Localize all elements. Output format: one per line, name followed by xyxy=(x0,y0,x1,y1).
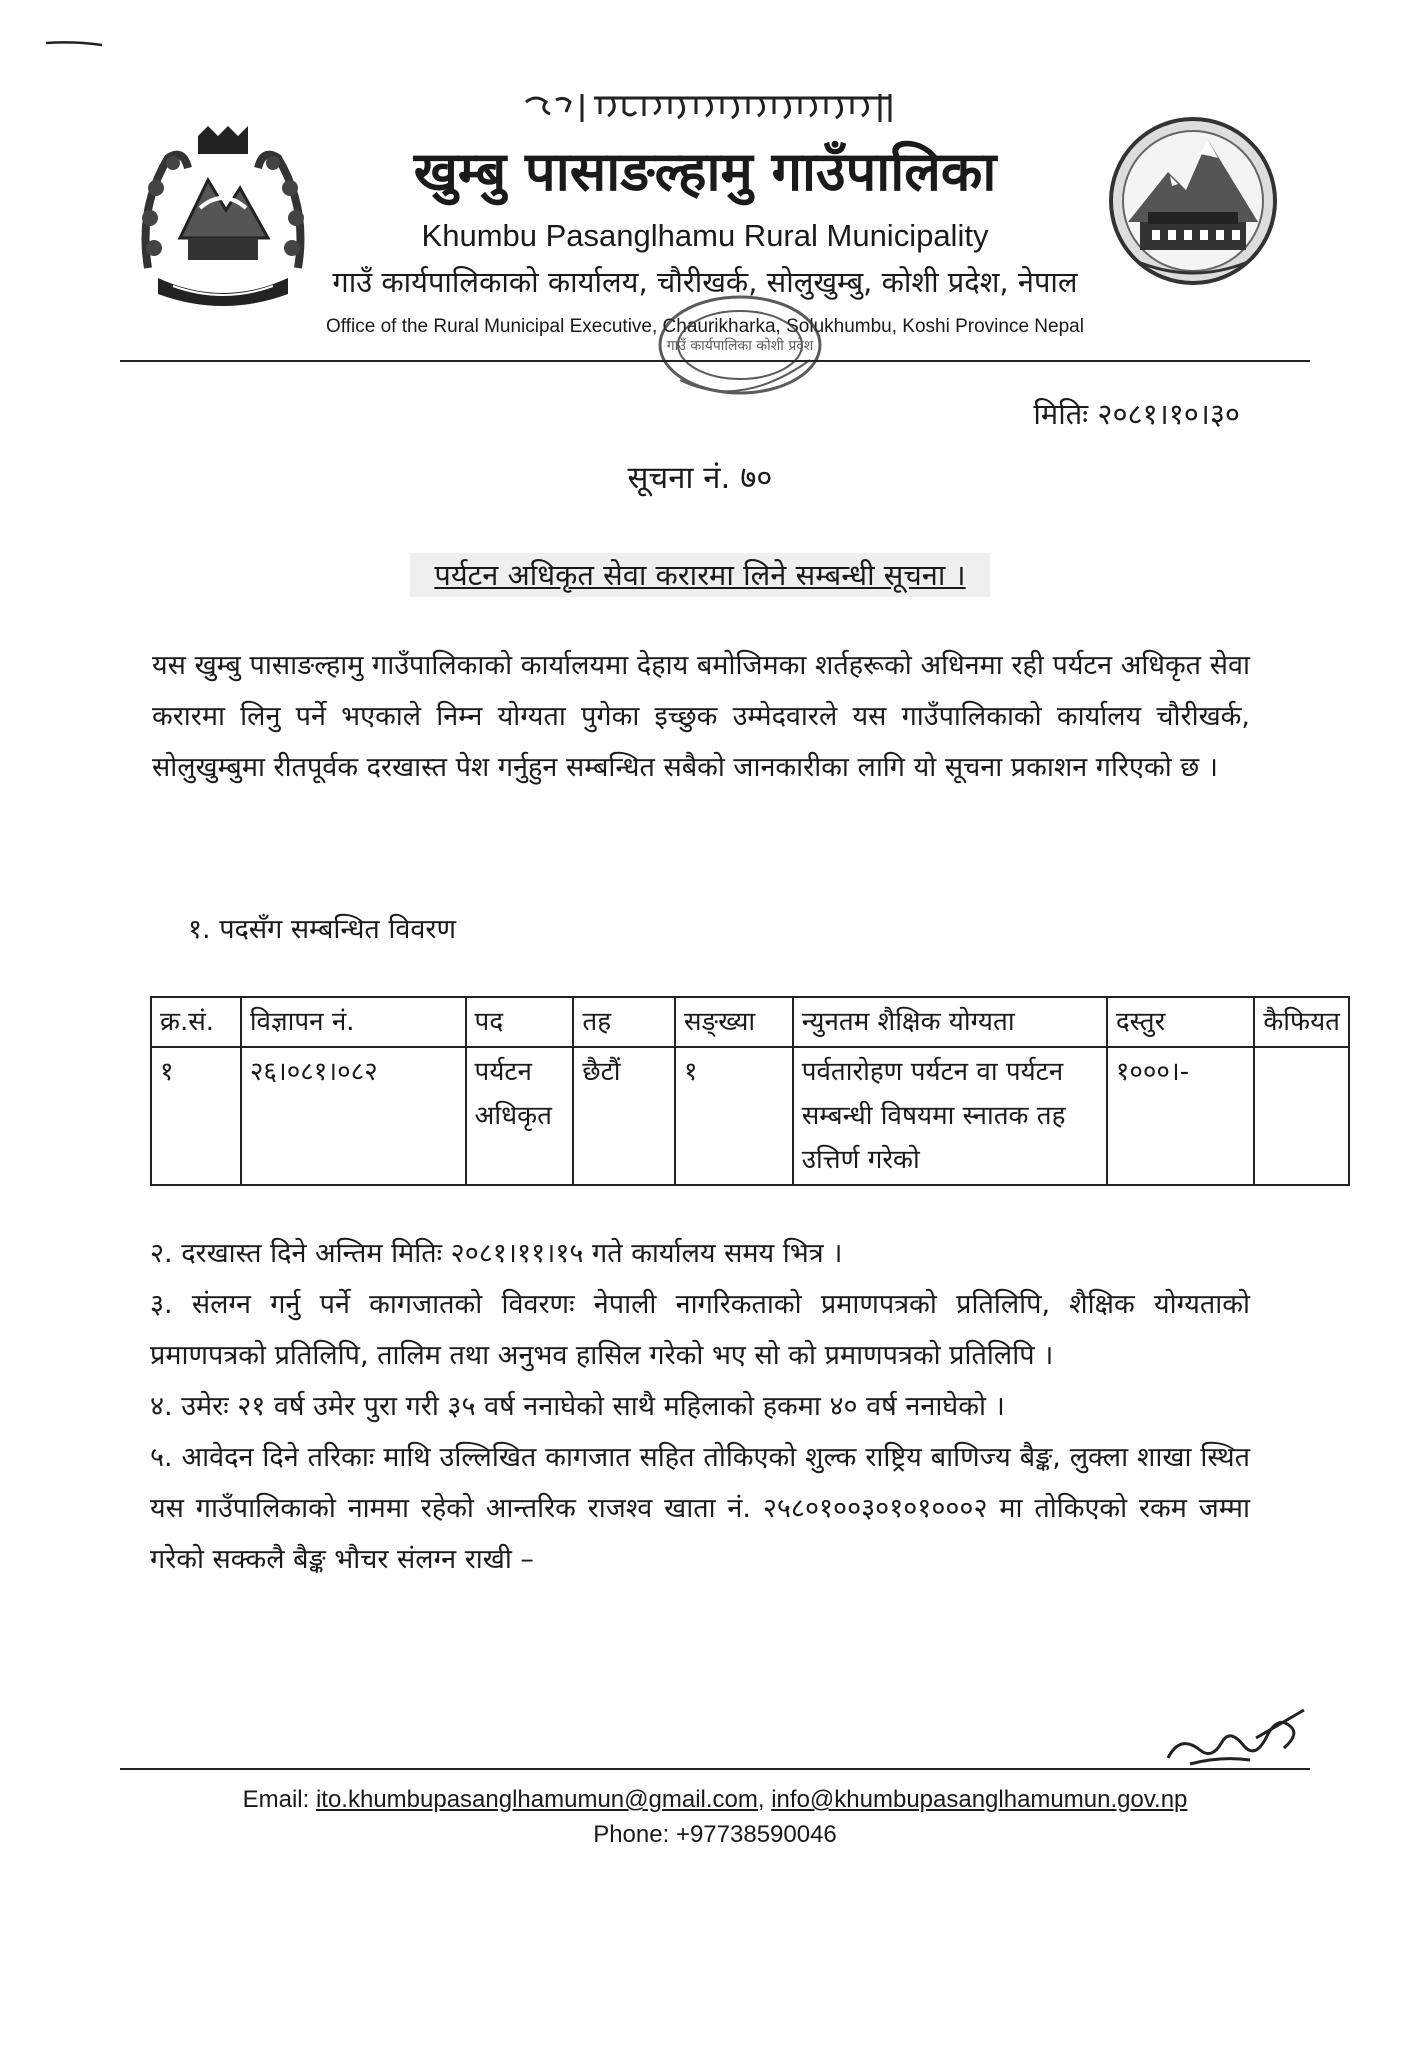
notice-subject: पर्यटन अधिकृत सेवा करारमा लिने सम्बन्धी सूचना । xyxy=(410,553,990,597)
municipality-name-english: Khumbu Pasanglhamu Rural Municipality xyxy=(421,218,989,253)
col-post-header: पद xyxy=(466,997,574,1047)
point-documents: ३. संलग्न गर्नु पर्ने कागजातको विवरणः नेपाली नागरिकताको प्रमाणपत्रको प्रतिलिपि, शैक्षिक योग्यताको प्रमाणपत्रको प्रतिलिपि, तालिम तथा अनुभव हासिल गरेको भए सो को प्रमाणपत्रको प्रतिलिपि । xyxy=(150,1289,1250,1371)
notice-number: सूचना नं. ७० xyxy=(627,460,773,496)
office-address-english: Office of the Rural Municipal Executive, Chaurikharka, Solukhumbu, Koshi Province Nepal xyxy=(326,316,1084,337)
cell-count: १ xyxy=(675,1047,793,1185)
notice-points xyxy=(150,1228,1250,1585)
post-details-table xyxy=(150,996,1350,1186)
col-remarks-header: कैफियत xyxy=(1254,997,1349,1047)
email-link-info[interactable]: info@khumbupasanglhamumun.gov.np xyxy=(771,1786,1188,1813)
email-label: Email: xyxy=(242,1786,316,1813)
table-header-row xyxy=(151,997,1349,1047)
cell-post: पर्यटन अधिकृत xyxy=(466,1047,574,1185)
cell-ad-number: २६।०८१।०८२ xyxy=(241,1047,466,1185)
footer-divider xyxy=(120,1768,1310,1770)
point-application-method: ५. आवेदन दिने तरिकाः माथि उल्लिखित कागजात सहित तोकिएको शुल्क राष्ट्रिय बाणिज्य बैङ्क, लुक्ला शाखा स्थित यस गाउँपालिकाको नाममा रहेको आन्तरिक राजश्व खाता नं. २५८०१००३०१०१०००२ मा तोकिएको रकम जम्मा गरेको सक्कलै बैङ्क भौचर संलग्न राखी – xyxy=(150,1442,1250,1575)
col-serial-header: क्र.सं. xyxy=(151,997,241,1047)
notice-date: मितिः २०८१।१०।३० xyxy=(1033,397,1240,431)
point-age: ४. उमेरः २१ वर्ष उमेर पुरा गरी ३५ वर्ष ननाघेको साथै महिलाको हकमा ४० वर्ष ननाघेको । xyxy=(150,1391,1005,1422)
col-level-header: तह xyxy=(573,997,675,1047)
col-count-header: सङ्ख्या xyxy=(675,997,793,1047)
cell-fee: १०००।- xyxy=(1107,1047,1255,1185)
footer-email-line xyxy=(120,1783,1310,1817)
col-qualification-header: न्युनतम शैक्षिक योग्यता xyxy=(793,997,1107,1047)
section-title-post-details: १. पदसँग सम्बन्धित विवरण xyxy=(188,914,456,945)
corner-mark xyxy=(46,34,102,46)
header-divider xyxy=(120,360,1310,362)
signature xyxy=(1160,1698,1310,1770)
cell-qualification: पर्वतारोहण पर्यटन वा पर्यटन सम्बन्धी विषयमा स्नातक तह उत्तिर्ण गरेको xyxy=(793,1047,1107,1185)
office-address-nepali: गाउँ कार्यपालिकाको कार्यालय, चौरीखर्क, सोलुखुम्बु, कोशी प्रदेश, नेपाल xyxy=(332,265,1078,299)
col-ad-number-header: विज्ञापन नं. xyxy=(241,997,466,1047)
table-row xyxy=(151,1047,1349,1185)
col-fee-header: दस्तुर xyxy=(1107,997,1255,1047)
point-deadline: २. दरखास्त दिने अन्तिम मितिः २०८१।११।१५ गते कार्यालय समय भित्र । xyxy=(150,1238,843,1269)
intro-paragraph: यस खुम्बु पासाङल्हामु गाउँपालिकाको कार्यालयमा देहाय बमोजिमका शर्तहरूको अधिनमा रही पर्यटन अधिकृत सेवा करारमा लिनु पर्ने भएकाले निम्न योग्यता पुगेका इच्छुक उम्मेदवारले यस गाउँपालिकाको कार्यालय चौरीखर्क, सोलुखुम्बुमा रीतपूर्वक दरखास्त पेश गर्नुहुन सम्बन्धित सबैको जानकारीका लागि यो सूचना प्रकाशन गरिएको छ । xyxy=(152,650,1250,783)
email-link-ito[interactable]: ito.khumbupasanglhamumun@gmail.com xyxy=(315,1786,758,1813)
cell-level: छैटौं xyxy=(573,1047,675,1185)
cell-remarks xyxy=(1254,1047,1349,1185)
email-separator: , xyxy=(757,1786,772,1813)
footer-phone: Phone: +97738590046 xyxy=(593,1821,837,1848)
municipality-name-nepali: खुम्बु पासाङल्हामु गाउँपालिका xyxy=(413,140,997,203)
cell-serial: १ xyxy=(151,1047,241,1185)
office-stamp xyxy=(640,290,840,420)
tibetan-script-line xyxy=(520,88,900,128)
svg-text:गाउँ कार्यपालिका कोशी प्रदेश: गाउँ कार्यपालिका कोशी प्रदेश xyxy=(666,338,814,354)
